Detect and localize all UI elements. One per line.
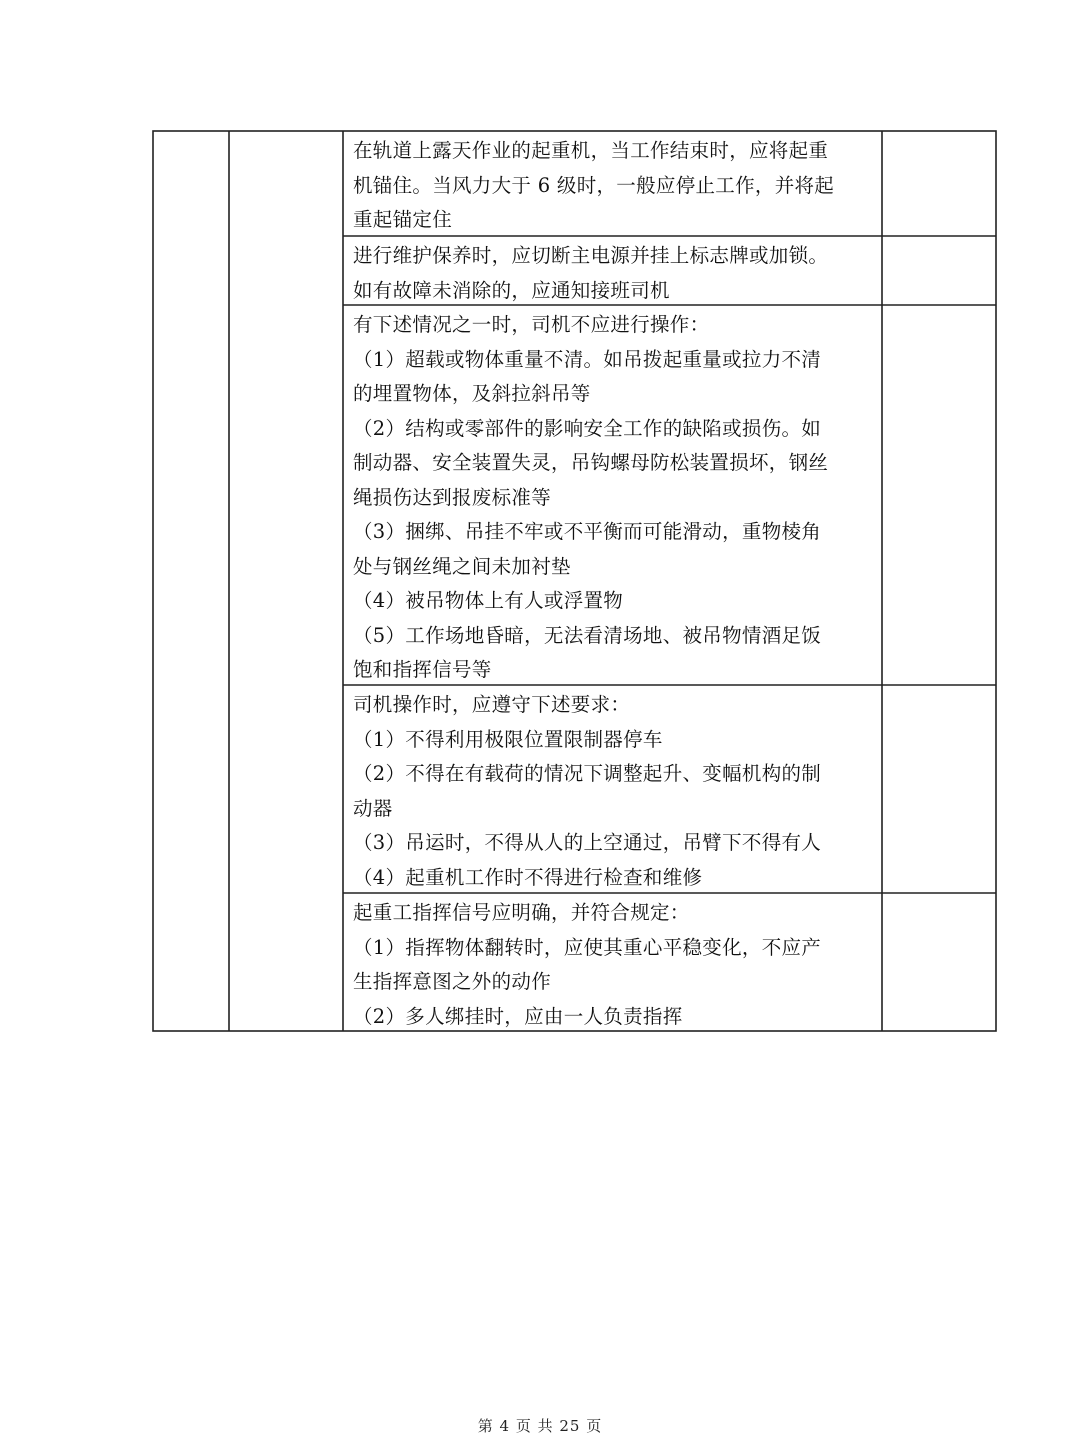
cell-line: 进行维护保养时，应切断主电源并挂上标志牌或加锁。 [353, 244, 829, 267]
cell-line: 在轨道上露天作业的起重机，当工作结束时，应将起重 [353, 139, 829, 162]
table-cell-row-1 [353, 134, 875, 238]
cell-line: 生指挥意图之外的动作 [353, 970, 552, 993]
cell-line: 有下述情况之一时，司机不应进行操作： [353, 313, 710, 336]
cell-line: （1）指挥物体翻转时，应使其重心平稳变化，不应产 [353, 935, 822, 959]
cell-line: 司机操作时，应遵守下述要求： [353, 693, 631, 716]
cell-line: （4）被吊物体上有人或浮置物 [353, 589, 624, 612]
cell-line: 饱和指挥信号等 [353, 658, 492, 681]
cell-line: （3）吊运时，不得从人的上空通过，吊臂下不得有人 [353, 831, 822, 854]
cell-line: 处与钢丝绳之间未加衬垫 [353, 554, 571, 578]
cell-line: 机锚住。当风力大于 6 级时，一般应停止工作，并将起 [353, 173, 835, 197]
table-cell-row-3 [353, 308, 875, 688]
cell-line: （1）超载或物体重量不清。如吊拨起重量或拉力不清 [353, 347, 822, 371]
cell-line: （4）起重机工作时不得进行检查和维修 [353, 865, 703, 889]
cell-line: （5）工作场地昏暗，无法看清场地、被吊物情酒足饭 [353, 623, 822, 647]
cell-line: （2）结构或零部件的影响安全工作的缺陷或损伤。如 [353, 416, 822, 440]
table-cell-row-4 [353, 688, 875, 895]
cell-line: （1）不得利用极限位置限制器停车 [353, 727, 663, 751]
cell-line: （3）捆绑、吊挂不牢或不平衡而可能滑动，重物棱角 [353, 520, 822, 543]
page-number-label: 第 4 页 共 25 页 [477, 1417, 603, 1435]
cell-line: 如有故障未消除的，应通知接班司机 [353, 278, 670, 302]
table-cell-row-5 [353, 896, 875, 1034]
cell-line: （2）多人绑挂时，应由一人负责指挥 [353, 1004, 683, 1028]
table-cell-row-2 [353, 239, 875, 308]
cell-line: 绳损伤达到报废标准等 [353, 485, 552, 509]
page-footer [0, 1415, 1080, 1436]
cell-line: 起重工指挥信号应明确，并符合规定： [353, 901, 690, 924]
cell-line: 制动器、安全装置失灵，吊钩螺母防松装置损坏，钢丝 [353, 451, 829, 474]
cell-line: 重起锚定住 [353, 208, 453, 231]
cell-line: 的埋置物体，及斜拉斜吊等 [353, 382, 591, 405]
cell-line: （2）不得在有载荷的情况下调整起升、变幅机构的制 [353, 762, 822, 785]
cell-line: 动器 [353, 796, 393, 820]
